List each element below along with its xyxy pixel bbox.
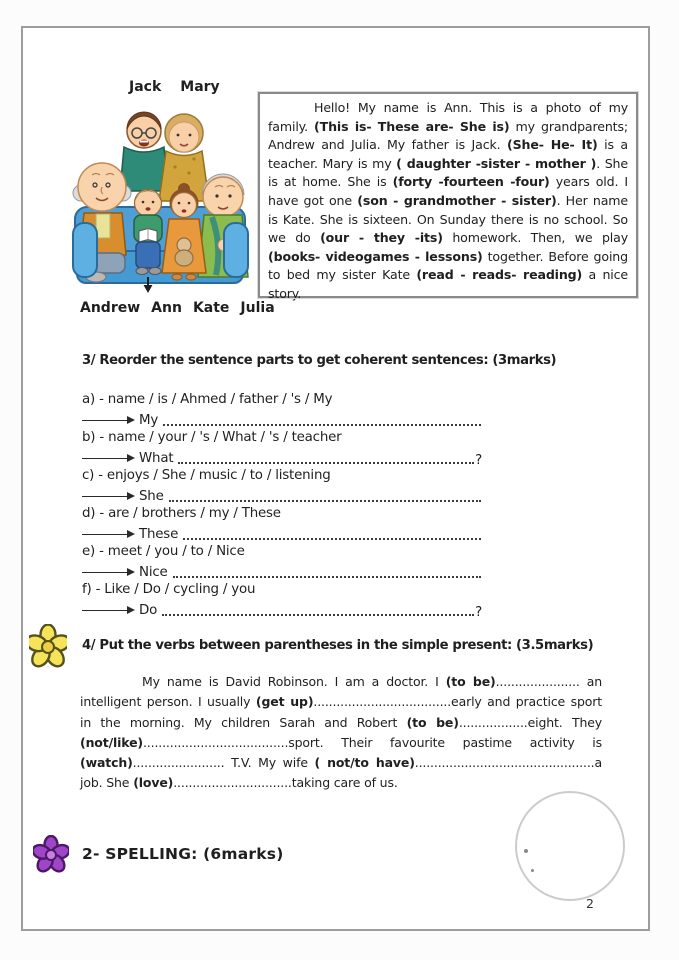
arrow-icon <box>82 610 128 612</box>
reorder-item <box>82 468 482 506</box>
label-julia: Julia <box>240 300 275 316</box>
label-kate: Kate <box>192 300 230 316</box>
reorder-item <box>82 430 482 468</box>
family-illustration <box>72 95 250 295</box>
reorder-item <box>82 544 482 582</box>
arrow-icon <box>82 420 128 422</box>
answer-blank <box>173 576 481 578</box>
arrow-icon <box>82 496 128 498</box>
stamp-speck <box>531 869 534 872</box>
reorder-item <box>82 506 482 544</box>
family-top-labels <box>129 79 220 95</box>
reorder-item-label: a) - name / is / Ahmed / father / 's / My <box>82 392 333 407</box>
answer-end: ? <box>475 605 482 620</box>
label-mary: Mary <box>180 79 220 95</box>
reorder-answer-line <box>82 563 482 582</box>
page-number: 2 <box>586 896 594 911</box>
answer-blank <box>178 462 474 464</box>
reorder-item <box>82 582 482 620</box>
stamp-speck <box>524 849 528 853</box>
reorder-item-label: c) - enjoys / She / music / to / listening <box>82 468 331 483</box>
label-ann: Ann <box>151 300 182 316</box>
spelling-title: 2- SPELLING: (6marks) <box>82 845 284 863</box>
reorder-item-label: b) - name / your / 's / What / 's / teacher <box>82 430 342 445</box>
reading-passage-box: Hello! My name is Ann. This is a photo of my family. (This is- These are- She is) my grandparents; Andrew and Julia. My father is Jack. (She- He- It) is a teacher. Mary is my ( daughter -sister - mother ). She is at home. She is (forty -fourteen -four) years old. I have got one (son - grandmother - sister). Her name is Kate. She is sixteen. On Sunday there is no school. So we do (our - they -its) homework. Then, we play (books- videogames - lessons) together. Before going to bed my sister Kate (read - reads- reading) a nice story. <box>258 92 638 298</box>
answer-blank <box>169 500 481 502</box>
reorder-item <box>82 392 482 430</box>
section3-title: 3/ Reorder the sentence parts to get coherent sentences: (3marks) <box>82 353 557 368</box>
reorder-answer-line <box>82 525 482 544</box>
answer-starter: She <box>139 489 164 504</box>
reorder-answer-line <box>82 601 482 620</box>
reorder-item-label: d) - are / brothers / my / These <box>82 506 281 521</box>
answer-starter: Do <box>139 603 158 618</box>
reorder-answer-line <box>82 487 482 506</box>
boy-figure <box>134 190 162 275</box>
label-jack: Jack <box>129 79 162 95</box>
answer-starter: What <box>139 451 174 466</box>
purple-flower-icon <box>33 835 69 873</box>
label-andrew: Andrew <box>80 300 141 316</box>
stamp-circle <box>515 791 625 901</box>
answer-starter: These <box>139 527 179 542</box>
answer-blank <box>183 538 481 540</box>
answer-end: ? <box>475 453 482 468</box>
reorder-item-label: f) - Like / Do / cycling / you <box>82 582 256 597</box>
section4-paragraph: My name is David Robinson. I am a doctor. I (to be)...................... an intelligent person. I usually (get up)....................................early and practice sport in the morning. My children Sarah and Robert (to be)..................eight. They (not/like)......................................sport. Their favourite pastime activity is (watch)........................ T.V. My wife ( not/to have)...............................................a job. She (love)...............................taking care of us. <box>80 674 603 791</box>
answer-starter: Nice <box>139 565 168 580</box>
answer-blank <box>163 424 481 426</box>
arrow-icon <box>82 572 128 574</box>
section4-title: 4/ Put the verbs between parentheses in the simple present: (3.5marks) <box>82 638 594 653</box>
reorder-exercise <box>82 392 482 620</box>
family-bottom-labels <box>80 300 275 316</box>
reorder-item-label: e) - meet / you / to / Nice <box>82 544 245 559</box>
answer-blank <box>162 614 474 616</box>
father-figure <box>120 112 168 191</box>
yellow-flower-icon <box>29 624 67 668</box>
arrow-icon <box>82 534 128 536</box>
reorder-answer-line <box>82 449 482 468</box>
reorder-answer-line <box>82 411 482 430</box>
arrow-icon <box>82 458 128 460</box>
answer-starter: My <box>139 413 159 428</box>
